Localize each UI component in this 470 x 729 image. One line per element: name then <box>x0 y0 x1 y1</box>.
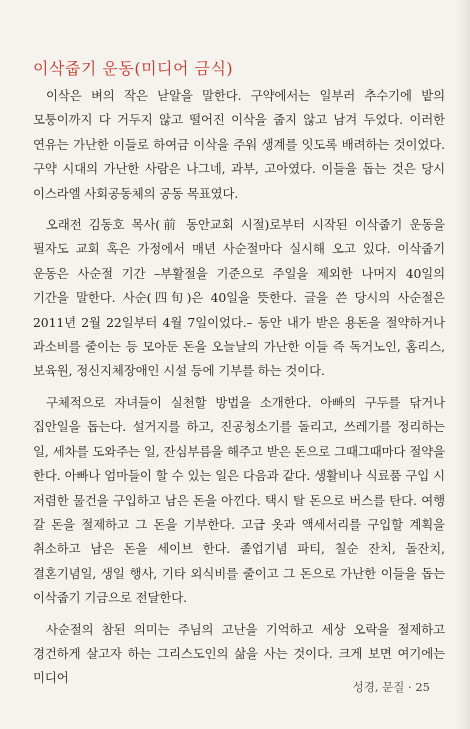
page-folio: 성경, 문질 · 25 <box>352 680 430 694</box>
paragraph-4: 사순절의 참된 의미는 주님의 고난을 기억하고 세상 오락을 절제하고 경건하게 살고자 하는 그리스도인의 삶을 사는 것이다. 크게 보면 여기에는 미디어 <box>33 621 445 686</box>
paragraph-2: 오래전 김동호 목사(前 동안교회 시절)로부터 시작된 이삭줍기 운동을 필자도 교회 혹은 가정에서 매년 사순절마다 실시해 오고 있다. 이삭줍기 운동은 사순절 기간 –부활절을 기준으로 주일을 제외한 나머지 40일의 기간을 말한다. 사순(四旬)은 40일을 뜻한다. 글을 쓴 당시의 사순절은 2011년 2월 22일부터 4월 7일이었다.– 동안 내가 받은 용돈을 절약하거나 과소비를 줄이는 등 모아둔 돈을 오늘날의 가난한 이들 즉 독거노인, 홈리스, 보육원, 정신지체장애인 시설 등에 기부를 하는 것이다. <box>33 217 445 379</box>
paragraph-1: 이삭은 벼의 작은 낟알을 말한다. 구약에서는 일부러 추수기에 밭의 모퉁이까지 다 거두지 않고 떨어진 이삭을 줍지 않고 남겨 두었다. 이러한 연유는 가난한 이들로 하여금 이삭을 주워 생계를 잇도록 배려하는 것이었다. 구약 시대의 가난한 사람은 나그네, 과부, 고아였다. 이들을 돕는 것은 당시 이스라엘 사회공동체의 공동 목표였다. <box>33 88 445 201</box>
body-text <box>33 84 445 698</box>
page-gutter-shadow <box>456 0 470 729</box>
paragraph-3: 구체적으로 자녀들이 실천할 방법을 소개한다. 아빠의 구두를 닦거나 집안일을 돕는다. 설거지를 하고, 진공청소기를 돌리고, 쓰레기를 정리하는 일, 세차를 도와주는 일, 잔심부름을 해주고 받은 돈으로 그때그때마다 절약을 한다. 아빠나 엄마들이 할 수 있는 일은 다음과 같다. 생활비나 식료품 구입 시 저렴한 물건을 구입하고 남은 돈을 아낀다. 택시 탈 돈으로 버스를 탄다. 여행 갈 돈을 절제하고 그 돈을 기부한다. 고급 옷과 액세서리를 구입할 계획을 취소하고 남은 돈을 세이브 한다. 졸업기념 파티, 칠순 잔치, 돌잔치, 결혼기념일, 생일 행사, 기타 외식비를 줄이고 그 돈으로 가난한 이들을 돕는 이삭줍기 기금으로 전달한다. <box>33 394 445 606</box>
section-heading: 이삭줍기 운동(미디어 금식) <box>33 59 234 78</box>
